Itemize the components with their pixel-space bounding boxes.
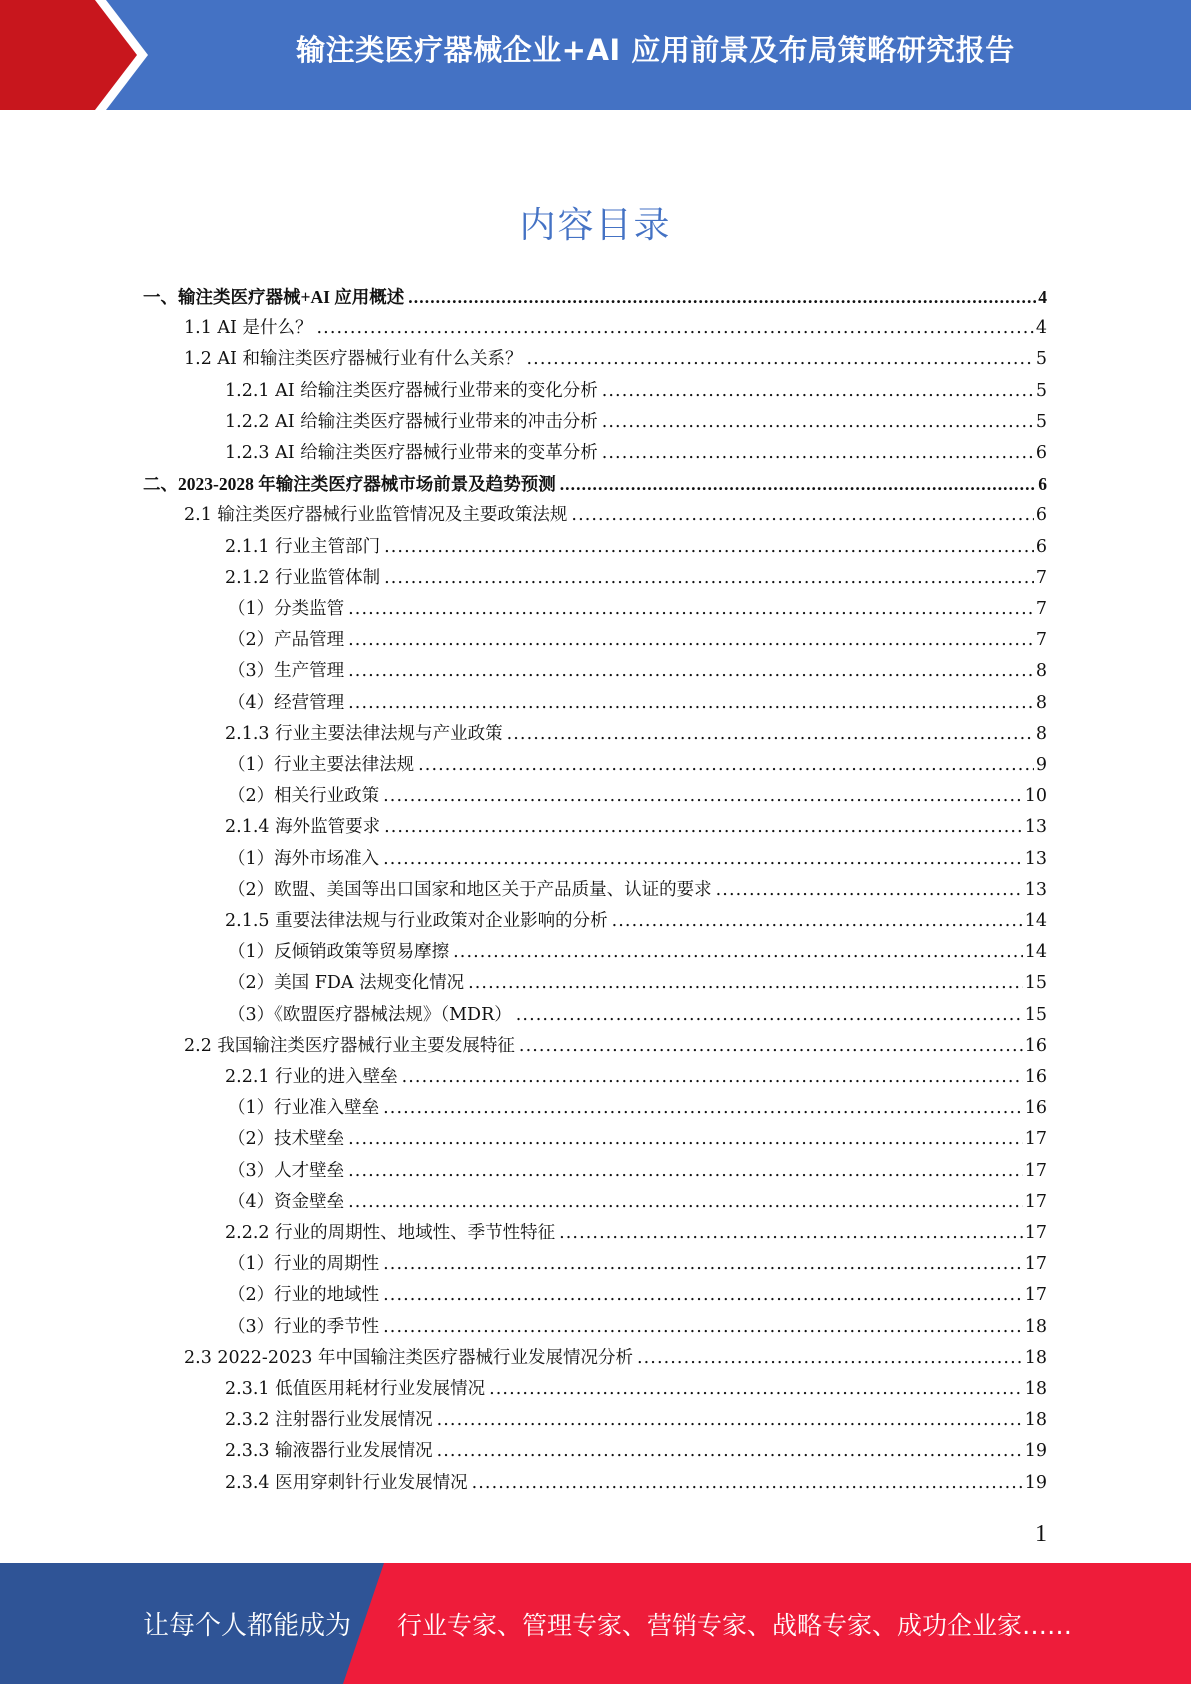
toc-entry-page: 17 [1024, 1223, 1047, 1243]
toc-entry-title: 2.1.2 行业监管体制 [225, 568, 381, 588]
toc-entry[interactable] [228, 1003, 1047, 1027]
toc-entry[interactable] [228, 1315, 1047, 1339]
footer-band [0, 1563, 1191, 1684]
toc-leader-dots [348, 691, 1034, 715]
toc-leader-dots [383, 1252, 1023, 1276]
toc-leader-dots [468, 971, 1023, 995]
toc-entry-title: （2）产品管理 [228, 630, 345, 650]
toc-entry-page: 17 [1024, 1161, 1047, 1181]
toc-entry-page: 7 [1035, 630, 1047, 650]
toc-entry-title: 1.2.2 AI 给输注类医疗器械行业带来的冲击分析 [225, 412, 598, 432]
toc-entry[interactable] [228, 1252, 1047, 1276]
toc-entry-title: 1.1 AI 是什么？ [184, 318, 313, 338]
toc-entry-page: 8 [1035, 693, 1047, 713]
toc-entry[interactable] [228, 940, 1047, 964]
toc-entry-page: 18 [1024, 1317, 1047, 1337]
toc-entry-title: （2）相关行业政策 [228, 786, 380, 806]
toc-leader-dots [602, 441, 1034, 465]
toc-entry-title: 2.3.2 注射器行业发展情况 [225, 1410, 433, 1430]
toc-entry-page: 17 [1024, 1285, 1047, 1305]
toc-entry-title: 2.3 2022-2023 年中国输注类医疗器械行业发展情况分析 [184, 1348, 633, 1368]
toc-entry-page: 6 [1038, 474, 1047, 494]
toc-entry-page: 8 [1035, 724, 1047, 744]
toc-entry-page: 6 [1035, 443, 1047, 463]
toc-leader-dots [559, 1221, 1023, 1245]
toc-leader-dots [519, 1034, 1023, 1058]
toc-entry-page: 7 [1035, 568, 1047, 588]
toc-entry-page: 13 [1024, 849, 1047, 869]
toc-entry[interactable] [225, 1065, 1047, 1089]
toc-leader-dots [516, 1003, 1023, 1027]
toc-entry-page: 4 [1038, 287, 1047, 307]
toc-entry[interactable] [184, 316, 1047, 340]
toc-entry[interactable] [225, 566, 1047, 590]
toc-entry-page: 5 [1035, 412, 1047, 432]
toc-entry[interactable] [228, 659, 1047, 683]
toc-leader-dots [348, 1190, 1023, 1214]
toc-leader-dots [383, 1096, 1023, 1120]
toc-leader-dots [383, 784, 1023, 808]
toc-leader-dots [348, 1127, 1023, 1151]
toc-entry[interactable] [228, 847, 1047, 871]
toc-entry-title: 2.1.5 重要法律法规与行业政策对企业影响的分析 [225, 911, 608, 931]
toc-entry-page: 17 [1024, 1192, 1047, 1212]
toc-leader-dots [602, 379, 1034, 403]
toc-entry[interactable] [225, 379, 1047, 403]
toc-leader-dots [637, 1346, 1023, 1370]
toc-leader-dots [489, 1377, 1023, 1401]
toc-entry[interactable] [225, 815, 1047, 839]
toc-leader-dots [437, 1408, 1023, 1432]
toc-entry[interactable] [143, 472, 1047, 496]
toc-entry-page: 17 [1024, 1129, 1047, 1149]
toc-entry-page: 15 [1024, 973, 1047, 993]
toc-leader-dots [402, 1065, 1023, 1089]
toc-entry-title: （3）生产管理 [228, 661, 345, 681]
toc-entry[interactable] [225, 722, 1047, 746]
toc-entry-page: 14 [1024, 911, 1047, 931]
toc-entry[interactable] [228, 628, 1047, 652]
toc-entry-title: （1）行业的周期性 [228, 1254, 380, 1274]
toc-entry-title: 1.2 AI 和输注类医疗器械行业有什么关系？ [184, 349, 523, 369]
toc-entry-title: 2.1.3 行业主要法律法规与产业政策 [225, 724, 503, 744]
toc-entry[interactable] [228, 1190, 1047, 1214]
toc-entry-page: 19 [1024, 1441, 1047, 1461]
toc-leader-dots [348, 597, 1034, 621]
toc-entry-page: 16 [1024, 1098, 1047, 1118]
toc-entry-page: 18 [1024, 1410, 1047, 1430]
toc-entry-title: （3）《欧盟医疗器械法规》（MDR） [228, 1005, 512, 1025]
toc-leader-dots [348, 628, 1034, 652]
toc-entry-title: 2.2 我国输注类医疗器械行业主要发展特征 [184, 1036, 515, 1056]
toc-entry[interactable] [225, 1377, 1047, 1401]
toc-entry[interactable] [184, 1346, 1047, 1370]
toc-entry-title: 2.2.1 行业的进入壁垒 [225, 1067, 398, 1087]
toc-entry[interactable] [228, 753, 1047, 777]
toc-leader-dots [507, 722, 1034, 746]
toc-entry-title: 2.3.3 输液器行业发展情况 [225, 1441, 433, 1461]
toc-leader-dots [383, 1315, 1023, 1339]
toc-entry-page: 7 [1035, 599, 1047, 619]
toc-entry[interactable] [225, 909, 1047, 933]
toc-entry-title: 2.1.1 行业主管部门 [225, 537, 381, 557]
toc-leader-dots [418, 753, 1034, 777]
toc-entry-page: 9 [1035, 755, 1047, 775]
toc-entry-page: 4 [1035, 318, 1047, 338]
toc-entry-page: 18 [1024, 1379, 1047, 1399]
toc-entry-page: 5 [1035, 349, 1047, 369]
toc-entry-title: （4）经营管理 [228, 693, 345, 713]
toc-entry[interactable] [225, 535, 1047, 559]
toc-entry[interactable] [228, 971, 1047, 995]
page-number: 1 [1035, 1521, 1047, 1547]
toc-leader-dots [383, 1283, 1023, 1307]
toc-entry[interactable] [228, 784, 1047, 808]
toc-leader-dots [560, 472, 1037, 496]
toc-entry[interactable] [228, 597, 1047, 621]
toc-entry-title: 2.2.2 行业的周期性、地域性、季节性特征 [225, 1223, 556, 1243]
toc-entry-page: 6 [1035, 505, 1047, 525]
toc-heading: 内容目录 [519, 205, 672, 246]
toc-leader-dots [408, 285, 1036, 309]
toc-leader-dots [348, 1159, 1023, 1183]
toc-entry-title: （2）美国 FDA 法规变化情况 [228, 973, 465, 993]
toc-entry-page: 19 [1024, 1473, 1047, 1493]
toc-entry[interactable] [225, 441, 1047, 465]
toc-entry-page: 16 [1024, 1036, 1047, 1056]
toc-entry-title: （3）行业的季节性 [228, 1317, 380, 1337]
toc-entry-title: 二、2023-2028 年输注类医疗器械市场前景及趋势预测 [143, 474, 556, 494]
toc-leader-dots [612, 909, 1023, 933]
toc-entry-page: 10 [1024, 786, 1047, 806]
toc-entry-title: 2.1 输注类医疗器械行业监管情况及主要政策法规 [184, 505, 568, 525]
toc-leader-dots [437, 1439, 1023, 1463]
toc-entry-title: （1）海外市场准入 [228, 849, 380, 869]
report-header-band [0, 0, 1191, 110]
toc-entry-page: 18 [1024, 1348, 1047, 1368]
toc-entry-title: 2.3.1 低值医用耗材行业发展情况 [225, 1379, 486, 1399]
footer-slogan-right: 行业专家、管理专家、营销专家、战略专家、成功企业家…… [397, 1611, 1073, 1640]
toc-entry[interactable] [228, 1283, 1047, 1307]
toc-entry-page: 15 [1024, 1005, 1047, 1025]
toc-entry-page: 5 [1035, 381, 1047, 401]
toc-leader-dots [472, 1471, 1023, 1495]
toc-leader-dots [453, 940, 1023, 964]
toc-entry-page: 17 [1024, 1254, 1047, 1274]
toc-leader-dots [317, 316, 1034, 340]
toc-leader-dots [384, 566, 1034, 590]
toc-entry[interactable] [228, 691, 1047, 715]
toc-leader-dots [384, 535, 1034, 559]
toc-entry-page: 13 [1024, 817, 1047, 837]
toc-leader-dots [527, 347, 1034, 371]
toc-leader-dots [571, 503, 1033, 527]
toc-entry-title: 一、输注类医疗器械+AI 应用概述 [143, 287, 405, 307]
toc-entry-title: （2）欧盟、美国等出口国家和地区关于产品质量、认证的要求 [228, 880, 712, 900]
toc-entry-title: （1）分类监管 [228, 599, 345, 619]
toc-entry[interactable] [225, 410, 1047, 434]
toc-entry[interactable] [143, 285, 1047, 309]
toc-leader-dots [383, 847, 1023, 871]
toc-entry-page: 6 [1035, 537, 1047, 557]
toc-entry[interactable] [228, 1096, 1047, 1120]
toc-entry-title: （2）行业的地域性 [228, 1285, 380, 1305]
toc-entry[interactable] [225, 1439, 1047, 1463]
toc-entry-title: （3）人才壁垒 [228, 1161, 345, 1181]
toc-entry-title: （1）行业主要法律法规 [228, 755, 415, 775]
toc-entry[interactable] [225, 1471, 1047, 1495]
toc-entry-page: 8 [1035, 661, 1047, 681]
toc-entry-title: 1.2.3 AI 给输注类医疗器械行业带来的变革分析 [225, 443, 598, 463]
toc-leader-dots [348, 659, 1034, 683]
toc-leader-dots [716, 878, 1023, 902]
toc-entry-title: （2）技术壁垒 [228, 1129, 345, 1149]
toc-entry-title: 1.2.1 AI 给输注类医疗器械行业带来的变化分析 [225, 381, 598, 401]
toc-entry-title: （1）行业准入壁垒 [228, 1098, 380, 1118]
toc-entry[interactable] [184, 1034, 1047, 1058]
toc-entry[interactable] [225, 1408, 1047, 1432]
toc-entry[interactable] [184, 503, 1047, 527]
toc-leader-dots [384, 815, 1023, 839]
toc-leader-dots [602, 410, 1034, 434]
toc-entry-title: （4）资金壁垒 [228, 1192, 345, 1212]
toc-entry-page: 13 [1024, 880, 1047, 900]
footer-slogan-left: 让每个人都能成为 [143, 1611, 352, 1641]
toc-entry-title: （1）反倾销政策等贸易摩擦 [228, 942, 450, 962]
toc-entry-page: 16 [1024, 1067, 1047, 1087]
toc-entry-page: 14 [1024, 942, 1047, 962]
toc-entry-title: 2.1.4 海外监管要求 [225, 817, 381, 837]
toc-entry[interactable] [184, 347, 1047, 371]
toc-entry[interactable] [228, 1127, 1047, 1151]
toc-entry-title: 2.3.4 医用穿刺针行业发展情况 [225, 1473, 468, 1493]
toc-entry[interactable] [225, 1221, 1047, 1245]
toc-entry[interactable] [228, 878, 1047, 902]
toc-entry[interactable] [228, 1159, 1047, 1183]
report-title: 输注类医疗器械企业+AI 应用前景及布局策略研究报告 [296, 33, 1015, 67]
